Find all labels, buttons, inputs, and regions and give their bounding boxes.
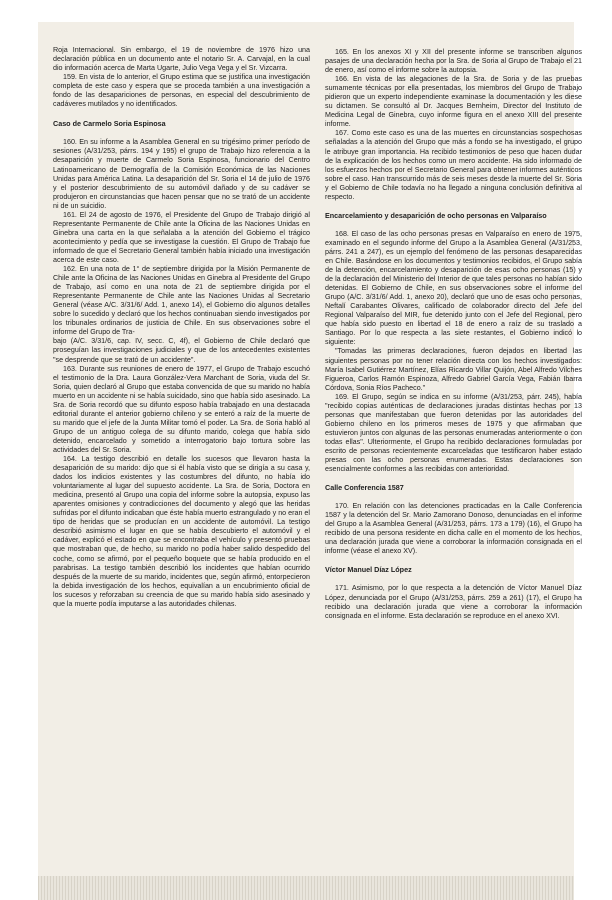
- paragraph: 159. En vista de lo anterior, el Grupo estima que se justifica una investigación completa de este caso y espera que se proceda también a una investigación a fondo de las desapariciones de personas, en especial del descubrimiento de cadáveres mutilados y no identificados.: [53, 73, 310, 109]
- section-heading: Encarcelamiento y desaparición de ocho personas en Valparaíso: [325, 210, 547, 220]
- paragraph: 164. La testigo describió en detalle los sucesos que llevaron hasta la desaparición de su marido: dijo que si él había visto que se dirigía a su casa y, dados los indicios existentes y las costumbres del difunto, no había ido voluntariamente al lugar del supuesto accidente. La Sra. de Soria, Doctora en medicina, presentó al Grupo una copia del informe sobre la autopsia, expuso las aparentes omisiones y contradicciones del documento y alegó que las heridas sufridas por el difunto indicaban que éste había muerto estrangulado y no eran el tipo de heridas que se producían en un accidente de automóvil. La testigo describió asimismo el lugar en que se había descubierto el automóvil y el cadáver, explicó el estado en que se encontraba el vehículo y presentó pruebas que mostraban que, de hecho, su marido no podía haber salido despedido del coche, como se afirmó, por el pequeño boquete que se había producido en el parabrisas. La testigo también describió los incidentes que habían ocurrido después de la muerte de su marido, incidentes que, según afirmó, entorpecieron la debida investigación de los hechos, equivalían a un encubrimiento oficial de los sucesos y reforzaban su creencia de que su marido había sido asesinado y que la muerte podía imputarse a las autoridades chilenas.: [53, 455, 310, 608]
- paragraph: bajo (A/C. 3/31/6, cap. IV, secc. C, 4f), el Gobierno de Chile declaró que proseguían las investigaciones judiciales y que de los antecedentes existentes "se desprende que se trató de un accidente".: [53, 337, 310, 364]
- paragraph: 162. En una nota de 1° de septiembre dirigida por la Misión Permanente de Chile ante la Oficina de las Naciones Unidas en Ginebra al Presidente del Grupo de Trabajo, así como en una nota de 21 de septiembre dirigida por el Representante Permanente de Chile ante las Naciones Unidas al Secretario General (véase A/C. 3/31/6/ Add. 1, anexo 14), el Gobierno dio algunos detalles sobre lo sucedido y declaró que los hechos continuaban siendo investigados por los tribunales ordinarios de justicia de Chile. En sus observaciones sobre el informe del Grupo de Tra-: [53, 265, 310, 337]
- right-column: [325, 48, 582, 621]
- scan-edge-strip: [38, 876, 574, 900]
- paragraph: 166. En vista de las alegaciones de la Sra. de Soria y de las pruebas sumamente técnicas por ella presentadas, los miembros del Grupo de Trabajo pidieron que un experto independiente examinase la documentación y les diese su dictamen. Se consultó al Dr. Jacques Bernheim, Director del Instituto de Medicina Legal de Ginebra, cuyo informe figura en el anexo XIII del presente informe.: [325, 75, 582, 129]
- paragraph: 170. En relación con las detenciones practicadas en la Calle Conferencia 1587 y la detención del Sr. Mario Zamorano Donoso, denunciadas en el informe del Grupo a la Asamblea General (A/31/253, párrs. 173 a 179) (16), el Grupo ha recibido de una persona residente en dicha calle en el momento de los hechos, una declaración jurada que viene a corroborar la información consignada en el informe (véase el anexo XV).: [325, 502, 582, 556]
- section-heading: Víctor Manuel Díaz López: [325, 565, 412, 575]
- section-heading: Caso de Carmelo Soria Espinosa: [53, 119, 166, 129]
- paragraph: 169. El Grupo, según se indica en su informe (A/31/253, párr. 245), había "recibido copias auténticas de declaraciones juradas distintas hechas por 13 personas que manifestaban que fueron detenidas por las autoridades del Gobierno chileno en los primeros meses de 1975 y que afirmaban que estuvieron juntos con algunas de las personas enumeradas anteriormente o con todas ellas". Ulteriormente, el Grupo ha recibido declaraciones formuladas por escrito de personas recientemente excarceladas que testificaron haber estado presas con las ocho personas enumeradas. Estas declaraciones son esencialmente conformes a las recibidas con anterioridad.: [325, 392, 582, 474]
- paragraph: 160. En su informe a la Asamblea General en su trigésimo primer período de sesiones (A/31/253, párrs. 194 y 195) el grupo de Trabajo hizo referencia a la desaparición y muerte de Carmelo Soria Espinosa, funcionario del Centro Latinoamericano de Demografía de la Comisión Económica de las Naciones Unidas para América Latina. La desaparición del Sr. Soria el 14 de julio de 1976 y el posterior descubrimiento de su automóvil dañado y de su cadáver se produjeron en circunstancias que hacen pensar que no se trató de un accidente ni de un suicidio.: [53, 138, 310, 210]
- section-heading: Calle Conferencia 1587: [325, 483, 404, 493]
- left-column: [53, 46, 310, 609]
- document-page: [38, 22, 582, 877]
- paragraph: 163. Durante sus reuniones de enero de 1977, el Grupo de Trabajo escuchó el testimonio de la Dra. Laura González-Vera Marchant de Soria, viuda del Sr. Soria, quien declaró al Grupo que estaba convencida de que su marido no había muerto en un accidente ni se había suicidado, sino que había sido asesinado. La Sra. de Soria recordó que su difunto esposo había trabajado en una destacada editorial durante el anterior gobierno chileno y se enteró a raíz de la muerte de su marido que el jefe de la Junta Militar tomó el poder. La Sra. de Soria habló al Grupo de un antiguo colega de su difunto marido, colega que había sido detenido, encarcelado y sometido a interrogatorio bajo tortura sobre las actividades del Sr. Soria.: [53, 364, 310, 454]
- quotation: "Tomadas las primeras declaraciones, fueron dejados en libertad las siguientes personas por no tener relación directa con los hechos investigados: María Isabel Gutiérrez Martínez, Elías Ricardo Villar Quijón, Abel Alfredo Vilches Figueroa, Carlos Ramón Espinoza, Alfredo Gabriel García Vega, Fabián Ibarra Córdova, Sonia Ríos Pacheco.": [325, 347, 582, 392]
- paragraph: 168. El caso de las ocho personas presas en Valparaíso en enero de 1975, examinado en el segundo informe del Grupo a la Asamblea General (A/31/253, párrs. 241 a 247), es un ejemplo del fenómeno de las personas desaparecidas en Chile. Basándose en los documentos y testimonios recibidos, el Grupo sabía de la detención, encarcelamiento y desaparición de esas ocho personas (15) y de la declaración del Ministerio del Interior de que tales personas no habían sido detenidas. El Gobierno de Chile, en sus observaciones sobre el informe del Grupo (A/C. 3/31/6/ Add. 1, anexo 20), declaró que uno de esas ocho personas, Neftalí Carabantes Olivares, calificado de colaborador directo del Jefe del Regional Valparaíso del MIR, fue detenido junto con el Jefe del Regional, pero que había sido puesto en libertad el 18 de enero a raíz de su traslado a Santiago. Por lo que respecta a las siete restantes, el Gobierno indicó lo siguiente:: [325, 229, 582, 347]
- paragraph: 161. El 24 de agosto de 1976, el Presidente del Grupo de Trabajo dirigió al Representante Permanente de Chile ante la Oficina de las Naciones Unidas en Ginebra una carta en la que señalaba a la atención del Gobierno el trágico acontecimiento y pedía que se investigase la cuestión. El Grupo de Trabajo fue informado de que el Secretario General también había iniciado una investigación acerca de este caso.: [53, 210, 310, 264]
- paragraph: Roja Internacional. Sin embargo, el 19 de noviembre de 1976 hizo una declaración pública en un documento ante el notario Sr. A. Carvajal, en la cual dio información acerca de Marta Ugarte, Julio Vega Vega y el Sr. Vizcarra.: [53, 46, 310, 73]
- paragraph: 167. Como este caso es una de las muertes en circunstancias sospechosas señaladas a la atención del Grupo que más a fondo se ha investigado, el grupo le atribuye gran importancia. Ha recibido testimonios de peso que hacen dudar de la explicación de los hechos como un mero accidente. Ha sido informado de los esfuerzos hechos por el Secretario General para obtener informes auténticos sobre el caso. Han transcurrido más de seis meses desde la muerte del Sr. Soria y el Gobierno de Chile todavía no ha llegado a ninguna conclusión definitiva al respecto.: [325, 129, 582, 201]
- paragraph: 165. En los anexos XI y XII del presente informe se transcriben algunos pasajes de una declaración hecha por la Sra. de Soria al Grupo de Trabajo el 21 de enero, así como el informe sobre la autopsia.: [325, 48, 582, 75]
- paragraph: 171. Asimismo, por lo que respecta a la detención de Víctor Manuel Díaz López, denunciada por el Grupo (A/31/253, párrs. 259 a 261) (17), el Grupo ha recibido una declaración jurada que viene a corroborar la información consignada en el informe. Esta declaración se reproduce en el anexo XVI.: [325, 584, 582, 620]
